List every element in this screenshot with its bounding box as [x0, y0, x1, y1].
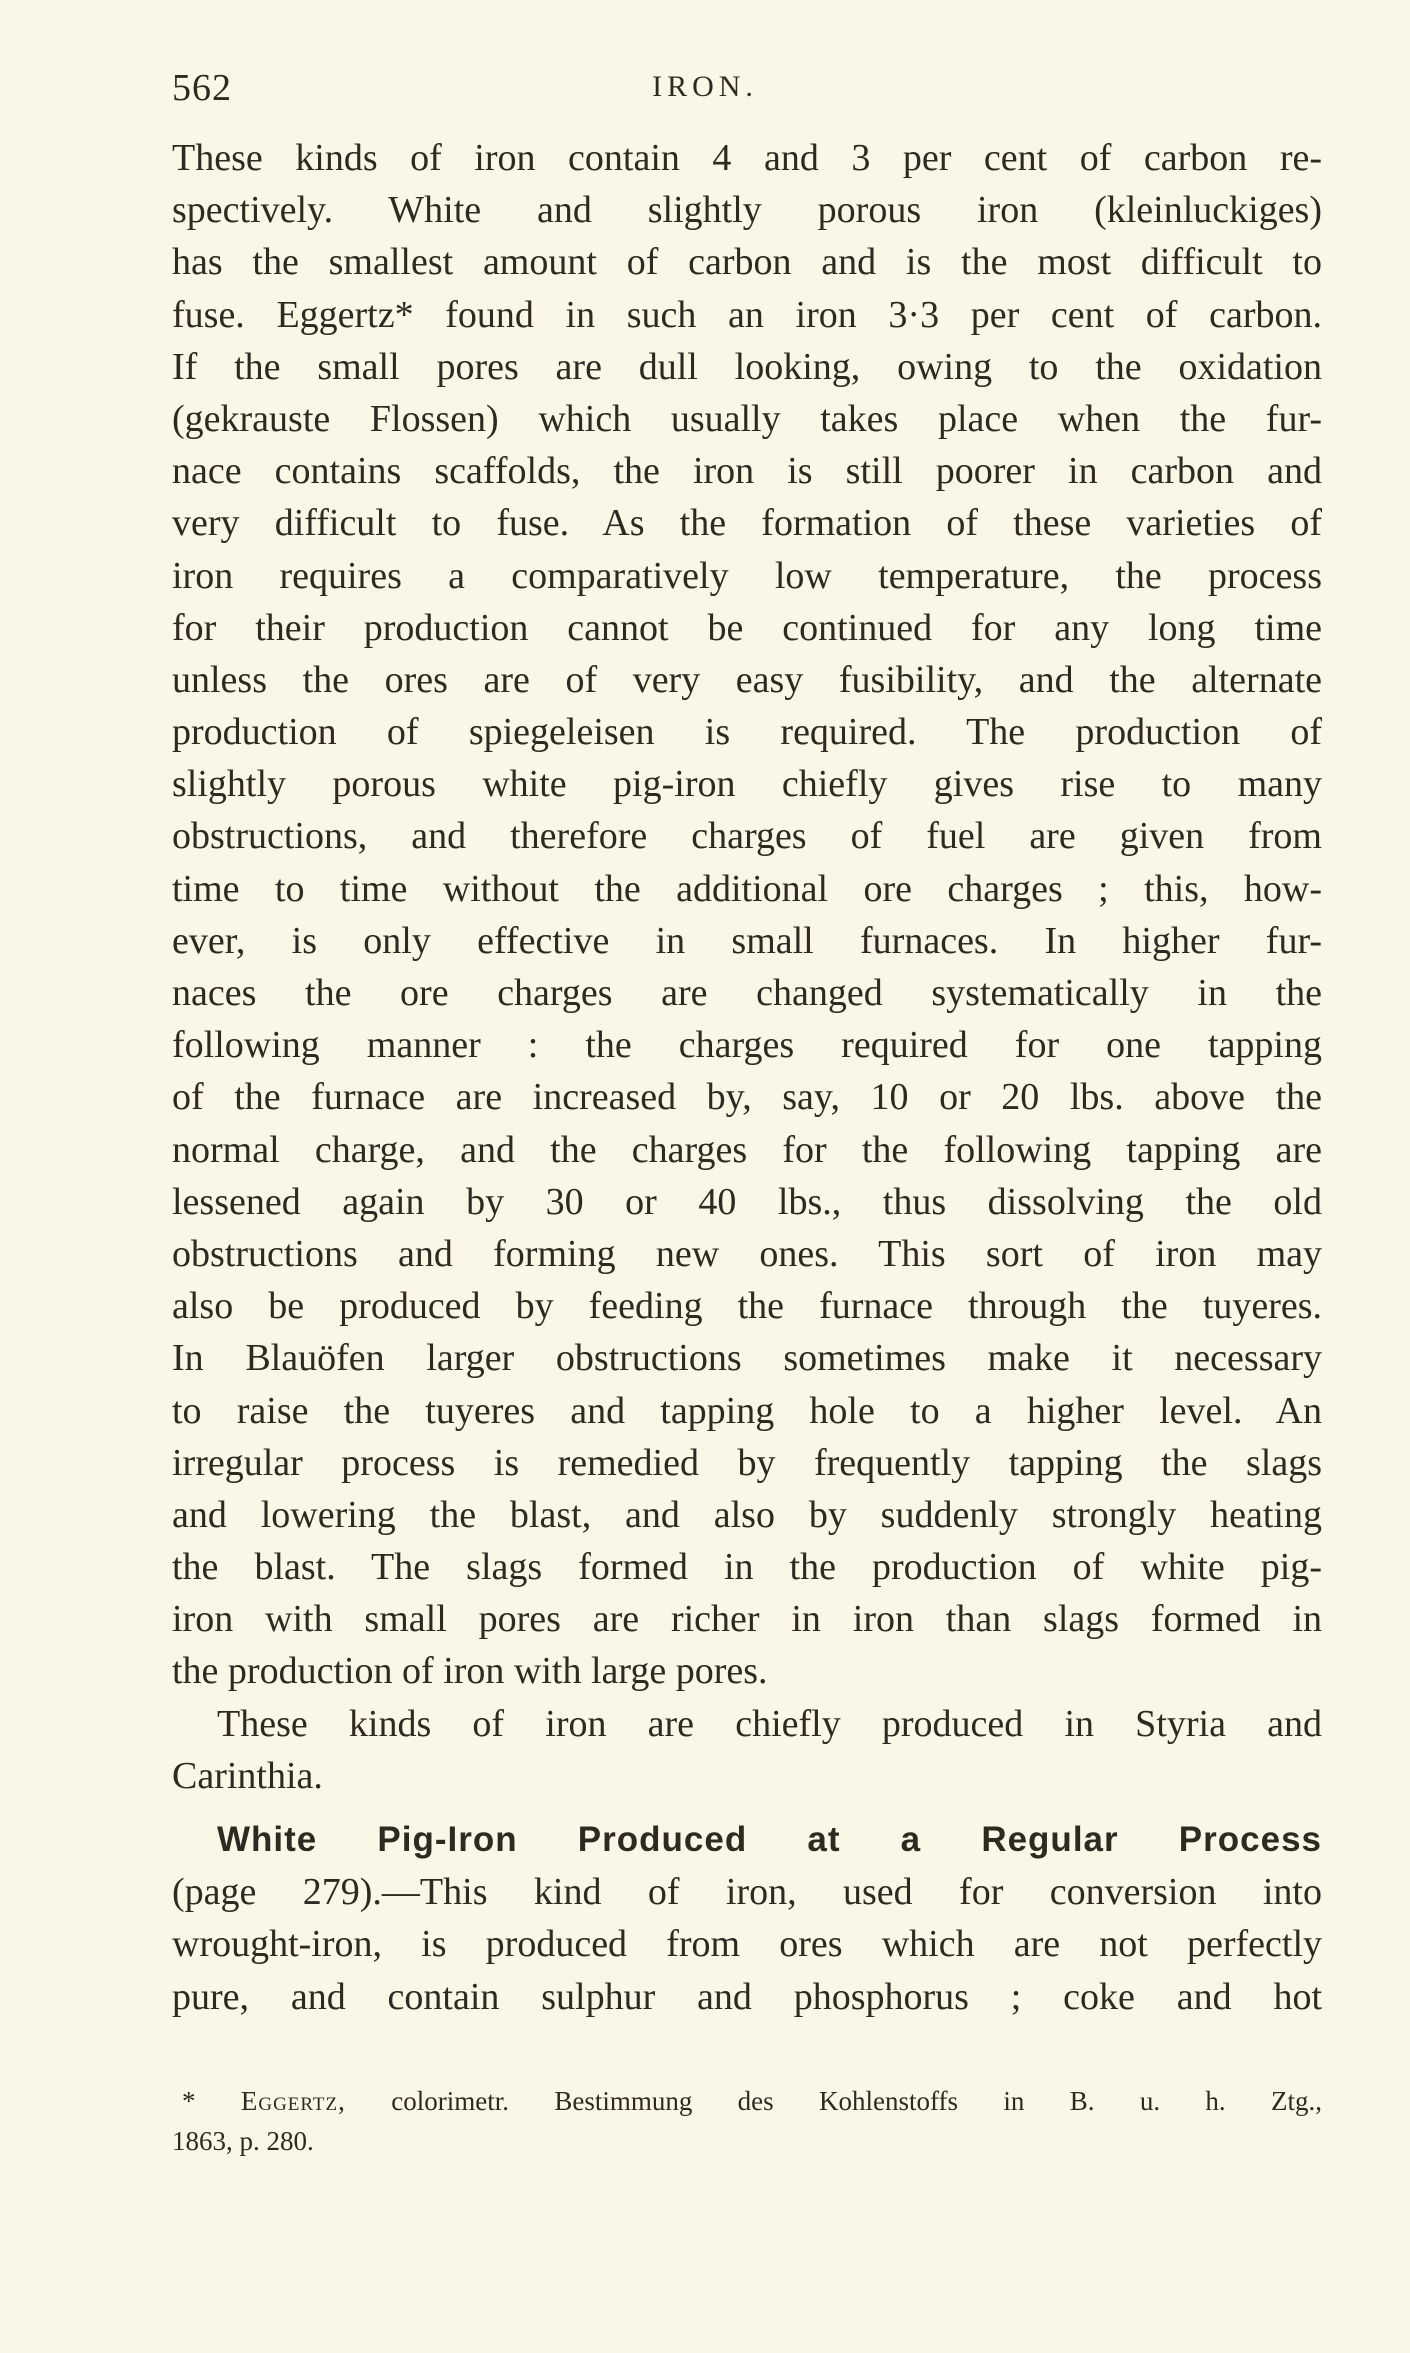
text-line: production of spiegeleisen is required. The production of	[172, 711, 1322, 754]
text-line: slightly porous white pig-iron chiefly gives rise to many	[172, 763, 1322, 806]
text-line: normal charge, and the charges for the following tapping are	[172, 1128, 1322, 1171]
text-line: for their production cannot be continued for any long time	[172, 606, 1322, 649]
text-line: In Blauöfen larger obstructions sometimes make it necessary	[172, 1337, 1322, 1380]
page-number: 562	[172, 67, 232, 109]
text-line: of the furnace are increased by, say, 10 or 20 lbs. above the	[172, 1076, 1322, 1119]
text-line: Carinthia.	[172, 1754, 323, 1797]
text-line: obstructions and forming new ones. This sort of iron may	[172, 1232, 1322, 1275]
text-line: fuse. Eggertz* found in such an iron 3·3 per cent of carbon.	[172, 293, 1322, 336]
text-line: following manner : the charges required for one tapping	[172, 1024, 1322, 1067]
footnote-line	[172, 2081, 1322, 2121]
text-line: obstructions, and therefore charges of fuel are given from	[172, 815, 1322, 858]
footnote-citation: colorimetr. Bestimmung des Kohlenstoffs in B. u. h. Ztg.,	[391, 2086, 1323, 2116]
text-line: iron requires a comparatively low temperature, the process	[172, 554, 1322, 597]
text-line: These kinds of iron are chiefly produced in Styria and	[217, 1702, 1322, 1745]
text-line: iron with small pores are richer in iron than slags formed in	[172, 1598, 1322, 1641]
text-line: also be produced by feeding the furnace through the tuyeres.	[172, 1285, 1322, 1328]
text-line: lessened again by 30 or 40 lbs., thus dissolving the old	[172, 1180, 1322, 1223]
text-line: (gekrauste Flossen) which usually takes place when the fur-	[172, 397, 1322, 440]
text-line: nace contains scaffolds, the iron is still poorer in carbon and	[172, 450, 1322, 493]
text-line: has the smallest amount of carbon and is the most difficult to	[172, 241, 1322, 284]
footnote-author: Eggertz,	[240, 2086, 346, 2116]
text-line: unless the ores are of very easy fusibility, and the alternate	[172, 658, 1322, 701]
footnote-marker: *	[182, 2086, 196, 2116]
text-line: pure, and contain sulphur and phosphorus ; coke and hot	[172, 1975, 1322, 2018]
text-line: time to time without the additional ore charges ; this, how-	[172, 867, 1322, 910]
text-line: wrought-iron, is produced from ores which are not perfectly	[172, 1923, 1322, 1966]
text-line: the blast. The slags formed in the production of white pig-	[172, 1546, 1322, 1589]
text-line: These kinds of iron contain 4 and 3 per cent of carbon re-	[172, 137, 1322, 179]
running-head: IRON.	[652, 70, 758, 103]
footnote-line: 1863, p. 280.	[172, 2126, 314, 2156]
text-line: If the small pores are dull looking, owing to the oxidation	[172, 345, 1322, 388]
text-line: (page 279).—This kind of iron, used for conversion into	[172, 1871, 1322, 1914]
text-line: irregular process is remedied by frequently tapping the slags	[172, 1441, 1322, 1484]
text-line: to raise the tuyeres and tapping hole to a higher level. An	[172, 1389, 1322, 1432]
body-text	[172, 132, 1322, 2023]
section-heading: White Pig-Iron Produced at a Regular Process	[217, 1820, 1322, 1859]
text-line: the production of iron with large pores.	[172, 1650, 768, 1693]
text-line: naces the ore charges are changed systematically in the	[172, 972, 1322, 1014]
text-line: and lowering the blast, and also by suddenly strongly heating	[172, 1493, 1322, 1536]
text-line: ever, is only effective in small furnaces. In higher fur-	[172, 919, 1322, 962]
text-line: very difficult to fuse. As the formation of these varieties of	[172, 502, 1322, 545]
footnote	[172, 2081, 1322, 2161]
text-line: spectively. White and slightly porous iron (kleinluckiges)	[172, 189, 1322, 232]
